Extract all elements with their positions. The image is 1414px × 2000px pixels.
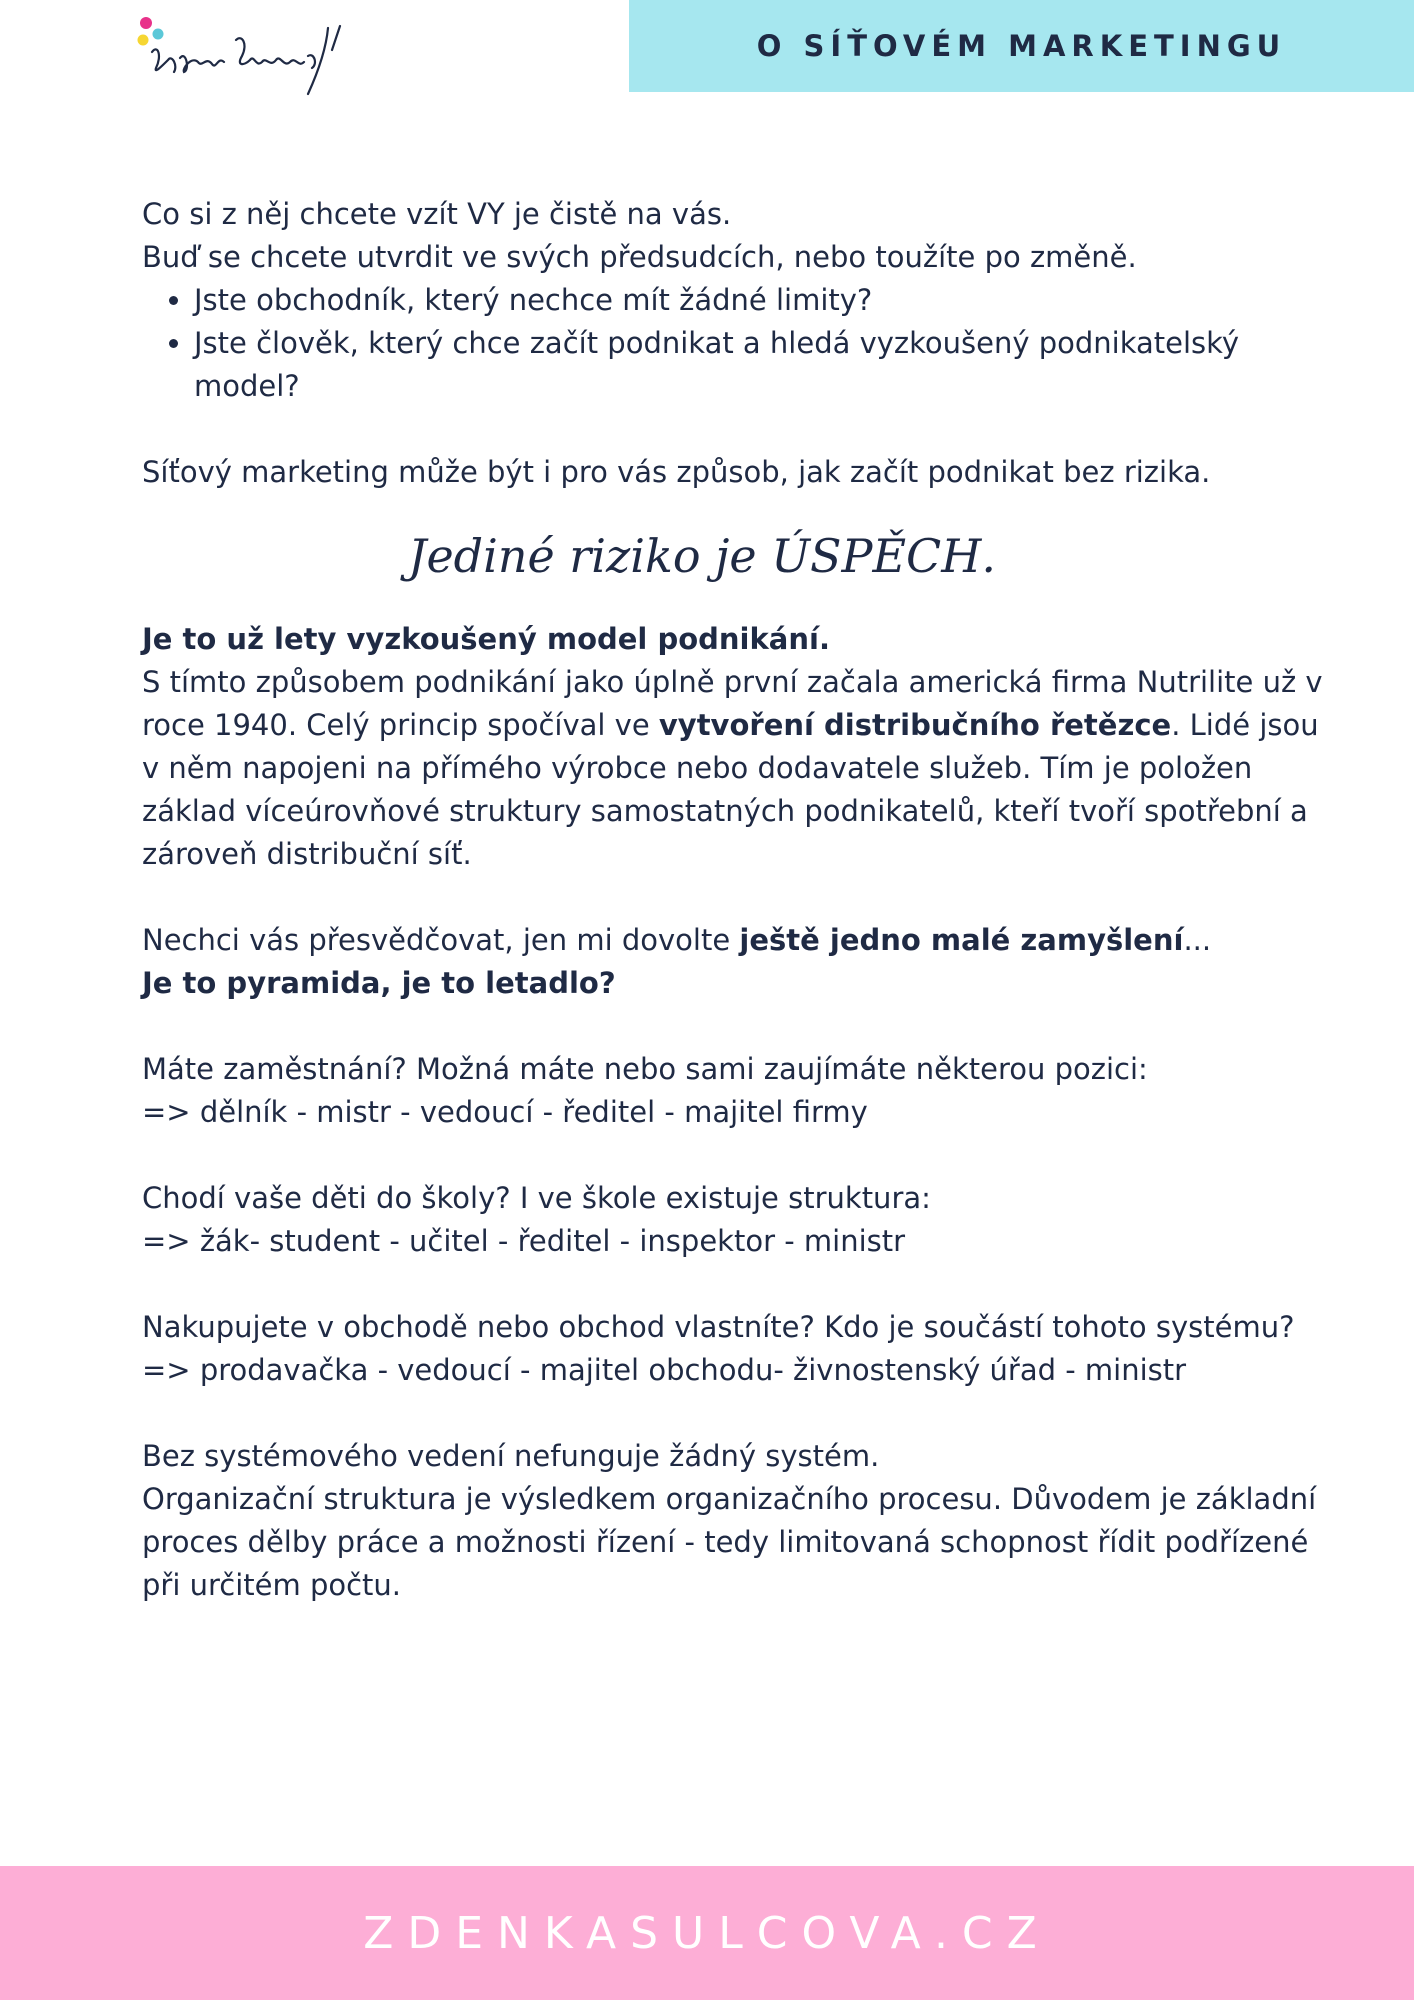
footer-band — [0, 1866, 1414, 2000]
reflection-bold: ještě jedno malé zamyšlení — [739, 923, 1184, 957]
job-question: Máte zaměstnání? Možná máte nebo sami zaujímáte některou pozici: — [142, 1052, 1148, 1086]
school-question: Chodí vaše děti do školy? I ve škole existuje struktura: — [142, 1181, 931, 1215]
intro-line-1: Co si z něj chcete vzít VY je čistě na vás. — [142, 197, 732, 231]
reflection-ellipsis: ... — [1183, 923, 1212, 957]
conclusion-line-2: Organizační struktura je výsledkem organizačního procesu. Důvodem je základní proces dělby práce a možnosti řízení - tedy limitovaná schopnost řídit podřízené při určitém počtu. — [142, 1482, 1317, 1602]
intro-line-2: Buď se chcete utvrdit ve svých předsudcích, nebo toužíte po změně. — [142, 240, 1137, 274]
list-item: • Jste člověk, který chce začít podnikat a hledá vyzkoušený podnikatelský model? — [194, 322, 1332, 408]
job-chain: => dělník - mistr - vedoucí - ředitel - majitel firmy — [142, 1095, 868, 1129]
model-heading — [142, 618, 1332, 661]
conclusion-line-1: Bez systémového vedení nefunguje žádný systém. — [142, 1439, 880, 1473]
shop-chain: => prodavačka - vedoucí - majitel obchodu- živnostenský úřad - ministr — [142, 1353, 1187, 1387]
shop-question: Nakupujete v obchodě nebo obchod vlastníte? Kdo je součástí tohoto systému? — [142, 1310, 1295, 1344]
list-item: • Jste obchodník, který nechce mít žádné limity? — [194, 279, 1332, 322]
reflection-question — [142, 962, 1332, 1005]
reflection-question-text: Je to pyramida, je to letadlo? — [142, 966, 616, 1000]
website-link[interactable]: ZDENKASULCOVA.CZ — [363, 1907, 1051, 1959]
signature-logo — [132, 10, 372, 110]
reflection-intro — [142, 919, 1332, 962]
model-text-1: S tímto způsobem podnikání jako úplně první začala americká firma Nutrilite už v roce 1940. Celý princip spočíval ve — [142, 665, 1323, 742]
school-chain: => žák- student - učitel - ředitel - inspektor - ministr — [142, 1224, 906, 1258]
question-list — [142, 279, 1332, 408]
reflection-text: Nechci vás přesvědčovat, jen mi dovolte — [142, 923, 740, 957]
model-text-bold: vytvoření distribučního řetězce — [658, 708, 1172, 742]
tagline: Jediné riziko je ÚSPĚCH. — [408, 529, 996, 583]
model-text-2: . Lidé jsou v něm napojeni na přímého výrobce nebo dodavatele služeb. Tím je položen základ víceúrovňové struktury samostatných podnikatelů, kteří tvoří spotřební a zároveň distribuční síť. — [142, 708, 1319, 871]
intro-closing: Síťový marketing může být i pro vás způsob, jak začít podnikat bez rizika. — [142, 455, 1211, 489]
page-title: O SÍŤOVÉM MARKETINGU — [756, 29, 1287, 63]
model-paragraph — [142, 661, 1332, 876]
header-band — [629, 0, 1414, 92]
main-content — [142, 193, 1332, 1607]
model-heading-text: Je to už lety vyzkoušený model podnikání. — [142, 622, 830, 656]
